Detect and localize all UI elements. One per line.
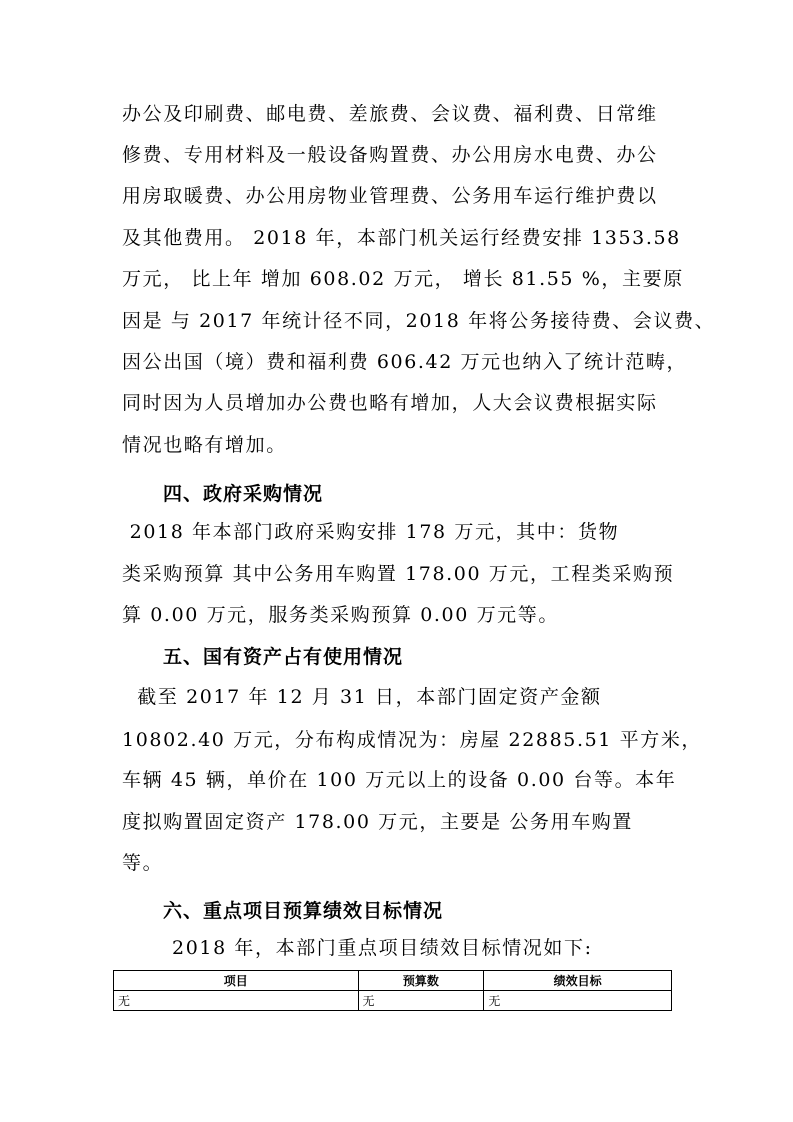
table-cell: 无 bbox=[358, 991, 484, 1011]
column-header-project: 项目 bbox=[114, 971, 359, 991]
paragraph-line: 万元， 比上年 增加 608.02 万元， 增长 81.55 %，主要原 bbox=[122, 268, 684, 290]
paragraph-line: 同时因为人员增加办公费也略有增加，人大会议费根据实际 bbox=[122, 392, 658, 414]
table-cell: 无 bbox=[484, 991, 672, 1011]
column-header-performance-goal: 绩效目标 bbox=[484, 971, 672, 991]
section-heading-performance-goals: 六、重点项目预算绩效目标情况 bbox=[163, 900, 444, 922]
paragraph-line: 等。 bbox=[122, 852, 164, 874]
performance-goals-table bbox=[113, 970, 672, 1011]
table-row bbox=[114, 991, 672, 1011]
column-header-budget: 预算数 bbox=[358, 971, 484, 991]
paragraph-line: 用房取暖费、办公用房物业管理费、公务用车运行维护费以 bbox=[122, 185, 658, 207]
paragraph-line: 2018 年本部门政府采购安排 178 万元，其中：货物 bbox=[122, 521, 620, 543]
paragraph-line: 截至 2017 年 12 月 31 日，本部门固定资产金额 bbox=[122, 686, 602, 708]
paragraph-line: 度拟购置固定资产 178.00 万元，主要是 公务用车购置 bbox=[122, 811, 634, 833]
table-intro: 2018 年，本部门重点项目绩效目标情况如下: bbox=[172, 937, 593, 959]
paragraph-line: 车辆 45 辆，单价在 100 万元以上的设备 0.00 台等。本年 bbox=[122, 769, 677, 791]
paragraph-line: 办公及印刷费、邮电费、差旅费、会议费、福利费、日常维 bbox=[122, 103, 658, 125]
paragraph-line: 算 0.00 万元，服务类采购预算 0.00 万元等。 bbox=[122, 604, 559, 626]
paragraph-line: 10802.40 万元，分布构成情况为：房屋 22885.51 平方米， bbox=[122, 729, 703, 751]
paragraph-line: 及其他费用。 2018 年，本部门机关运行经费安排 1353.58 bbox=[122, 227, 681, 249]
section-heading-procurement: 四、政府采购情况 bbox=[163, 483, 324, 505]
table-cell: 无 bbox=[114, 991, 359, 1011]
paragraph-line: 因是 与 2017 年统计径不同，2018 年将公务接待费、会议费、 bbox=[122, 310, 716, 332]
section-heading-state-assets: 五、国有资产占有使用情况 bbox=[163, 646, 404, 668]
paragraph-line: 情况也略有增加。 bbox=[122, 434, 287, 456]
paragraph-line: 修费、专用材料及一般设备购置费、办公用房水电费、办公 bbox=[122, 144, 658, 166]
table-header-row bbox=[114, 971, 672, 991]
paragraph-line: 因公出国（境）费和福利费 606.42 万元也纳入了统计范畴， bbox=[122, 351, 688, 373]
paragraph-line: 类采购预算 其中公务用车购置 178.00 万元，工程类采购预 bbox=[122, 563, 675, 585]
